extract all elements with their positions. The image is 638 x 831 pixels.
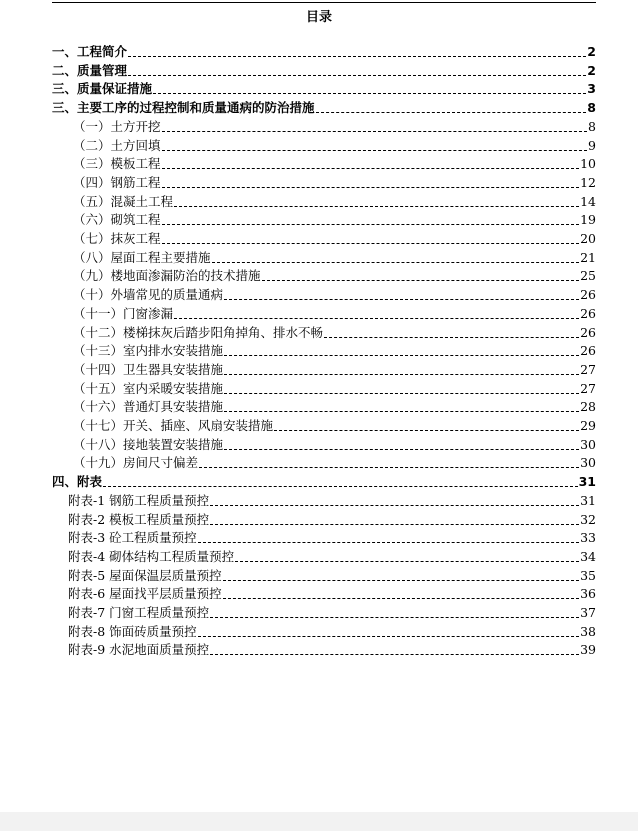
toc-entry-label: 附表-1 钢筋工程质量预控 <box>68 492 210 508</box>
toc-leader-dashes <box>103 474 578 487</box>
toc-entry-label: （十二）楼梯抹灰后踏步阳角掉角、排水不畅 <box>73 324 324 340</box>
toc-leader-dashes <box>162 175 580 188</box>
toc-entry[interactable] <box>52 42 596 60</box>
toc-entry[interactable] <box>73 117 596 135</box>
toc-entry-page-number: 30 <box>580 455 596 471</box>
toc-leader-dashes <box>162 119 588 132</box>
toc-entry[interactable] <box>73 360 596 378</box>
toc-entry[interactable] <box>68 622 596 640</box>
toc-leader-dashes <box>224 287 579 300</box>
toc-entry[interactable] <box>52 472 596 490</box>
toc-entry-page-number: 31 <box>580 492 596 508</box>
toc-entry[interactable] <box>52 98 596 116</box>
toc-entry[interactable] <box>73 173 596 191</box>
toc-entry[interactable] <box>73 341 596 359</box>
toc-entry-page-number: 30 <box>580 436 596 452</box>
toc-entry[interactable] <box>73 285 596 303</box>
toc-leader-dashes <box>316 100 587 113</box>
toc-entry-label: 二、质量管理 <box>52 62 128 78</box>
toc-entry-label: （十五）室内采暖安装措施 <box>73 380 224 396</box>
toc-leader-dashes <box>223 586 579 599</box>
toc-leader-dashes <box>162 212 580 225</box>
toc-leader-dashes <box>128 63 586 76</box>
toc-entry-page-number: 21 <box>580 249 596 265</box>
toc-entry[interactable] <box>73 397 596 415</box>
toc-leader-dashes <box>162 231 580 244</box>
toc-entry-label: 附表-3 砼工程质量预控 <box>68 530 197 546</box>
toc-entry[interactable] <box>73 154 596 172</box>
toc-entry-label: （二）土方回填 <box>73 137 161 153</box>
toc-entry-page-number: 10 <box>580 156 596 172</box>
toc-entry[interactable] <box>68 491 596 509</box>
toc-entry-label: （十四）卫生器具安装措施 <box>73 361 224 377</box>
toc-entry[interactable] <box>52 79 596 97</box>
toc-entry-label: 附表-9 水泥地面质量预控 <box>68 642 210 658</box>
toc-entry-page-number: 37 <box>580 605 596 620</box>
toc-leader-dashes <box>162 138 588 151</box>
toc-entry[interactable] <box>73 192 596 210</box>
toc-entry-page-number: 8 <box>588 118 596 134</box>
toc-entry-page-number: 20 <box>580 231 596 246</box>
toc-leader-dashes <box>210 605 579 618</box>
toc-entry-page-number: 14 <box>580 193 596 209</box>
toc-entry-label: 三、质量保证措施 <box>52 81 153 97</box>
toc-entry[interactable] <box>73 229 596 247</box>
toc-leader-dashes <box>212 250 580 263</box>
toc-leader-dashes <box>199 455 579 468</box>
toc-entry[interactable] <box>68 528 596 546</box>
toc-leader-dashes <box>174 194 579 207</box>
toc-entry-page-number: 28 <box>580 399 596 415</box>
toc-leader-dashes <box>153 81 586 94</box>
toc-entry-page-number: 9 <box>588 137 596 153</box>
toc-entry-page-number: 38 <box>580 623 596 639</box>
toc-leader-dashes <box>224 437 579 450</box>
toc-entry[interactable] <box>68 510 596 528</box>
toc-entry-label: （十）外墙常见的质量通病 <box>73 287 224 303</box>
toc-entry-page-number: 31 <box>578 474 596 490</box>
toc-entry-page-number: 27 <box>580 361 596 377</box>
toc-entry-label: 四、附表 <box>52 474 103 490</box>
toc-entry-label: （一）土方开挖 <box>73 118 161 134</box>
toc-entry-label: （六）砌筑工程 <box>73 212 161 228</box>
toc-entry[interactable] <box>73 266 596 284</box>
toc-leader-dashes <box>324 325 579 338</box>
toc-entry-page-number: 29 <box>580 418 596 433</box>
toc-leader-dashes <box>128 44 586 57</box>
toc-entry-page-number: 2 <box>587 44 596 59</box>
toc-entry-label: （九）楼地面渗漏防治的技术措施 <box>73 268 261 284</box>
toc-leader-dashes <box>224 343 579 356</box>
toc-entry[interactable] <box>73 453 596 471</box>
toc-entry-page-number: 35 <box>580 567 596 583</box>
toc-entry-page-number: 27 <box>580 380 596 396</box>
toc-leader-dashes <box>198 624 579 637</box>
toc-leader-dashes <box>162 156 580 169</box>
toc-entry-label: （十一）门窗渗漏 <box>73 305 174 321</box>
toc-entry[interactable] <box>68 566 596 584</box>
toc-title: 目录 <box>305 10 332 25</box>
toc-entry[interactable] <box>73 379 596 397</box>
toc-leader-dashes <box>210 493 579 506</box>
toc-entry-label: （十三）室内排水安装措施 <box>73 343 224 359</box>
toc-leader-dashes <box>235 549 579 562</box>
toc-entry-label: （十七）开关、插座、风扇安装措施 <box>73 418 274 433</box>
toc-leader-dashes <box>224 381 579 394</box>
toc-entry-page-number: 26 <box>580 343 596 359</box>
toc-entry-label: （七）抹灰工程 <box>73 231 161 246</box>
toc-entry-page-number: 36 <box>580 586 596 602</box>
toc-entry-label: 附表-2 模板工程质量预控 <box>68 511 210 527</box>
toc-entry-page-number: 32 <box>580 511 596 527</box>
toc-entry-label: （五）混凝土工程 <box>73 193 174 209</box>
toc-entry[interactable] <box>52 61 596 79</box>
toc-entry-label: （八）屋面工程主要措施 <box>73 249 211 265</box>
toc-entry-label: 附表-6 屋面找平层质量预控 <box>68 586 222 602</box>
toc-entry[interactable] <box>73 323 596 341</box>
toc-leader-dashes <box>262 268 580 281</box>
toc-entry-label: 附表-4 砌体结构工程质量预控 <box>68 548 235 564</box>
toc-leader-dashes <box>224 362 579 375</box>
toc-leader-dashes <box>210 512 579 525</box>
toc-entry-page-number: 19 <box>580 212 596 228</box>
toc-entry[interactable] <box>68 547 596 565</box>
toc-entry[interactable] <box>68 640 596 658</box>
toc-entry-page-number: 26 <box>580 287 596 303</box>
toc-entry-page-number: 33 <box>580 530 596 546</box>
toc-entry-page-number: 26 <box>580 305 596 321</box>
toc-entry-page-number: 8 <box>587 100 596 116</box>
toc-entry-page-number: 12 <box>580 174 596 190</box>
toc-leader-dashes <box>223 568 579 581</box>
toc-leader-dashes <box>174 306 579 319</box>
toc-entry-label: （十八）接地装置安装措施 <box>73 436 224 452</box>
toc-entry-label: 一、工程简介 <box>52 44 128 59</box>
toc-entry-label: （十九）房间尺寸偏差 <box>73 455 199 471</box>
toc-leader-dashes <box>198 530 579 543</box>
toc-entry-page-number: 3 <box>587 81 596 97</box>
toc-entry[interactable] <box>73 435 596 453</box>
toc-entry-label: 附表-7 门窗工程质量预控 <box>68 605 210 620</box>
toc-entry[interactable] <box>73 136 596 154</box>
toc-entry-page-number: 34 <box>580 548 596 564</box>
viewer-bottom-band <box>0 812 638 831</box>
toc-entry-label: （三）模板工程 <box>73 156 161 172</box>
toc-entry-page-number: 26 <box>580 324 596 340</box>
toc-entry-label: 附表-5 屋面保温层质量预控 <box>68 567 222 583</box>
toc-entry-label: （四）钢筋工程 <box>73 174 161 190</box>
toc-entry-page-number: 39 <box>580 642 596 658</box>
toc-entry[interactable] <box>68 603 596 621</box>
toc-entry[interactable] <box>73 248 596 266</box>
toc-entry-page-number: 2 <box>587 62 596 78</box>
toc-entry[interactable] <box>68 584 596 602</box>
toc-entry-label: 附表-8 饰面砖质量预控 <box>68 623 197 639</box>
toc-entry[interactable] <box>73 304 596 322</box>
toc-leader-dashes <box>274 418 579 431</box>
toc-entry[interactable] <box>73 210 596 228</box>
header-rule <box>52 2 596 3</box>
toc-entry[interactable] <box>73 416 596 434</box>
toc-leader-dashes <box>210 642 579 655</box>
toc-entry-label: （十六）普通灯具安装措施 <box>73 399 224 415</box>
toc-entry-label: 三、主要工序的过程控制和质量通病的防治措施 <box>52 100 315 116</box>
toc-entry-page-number: 25 <box>580 268 596 284</box>
toc-leader-dashes <box>224 399 579 412</box>
